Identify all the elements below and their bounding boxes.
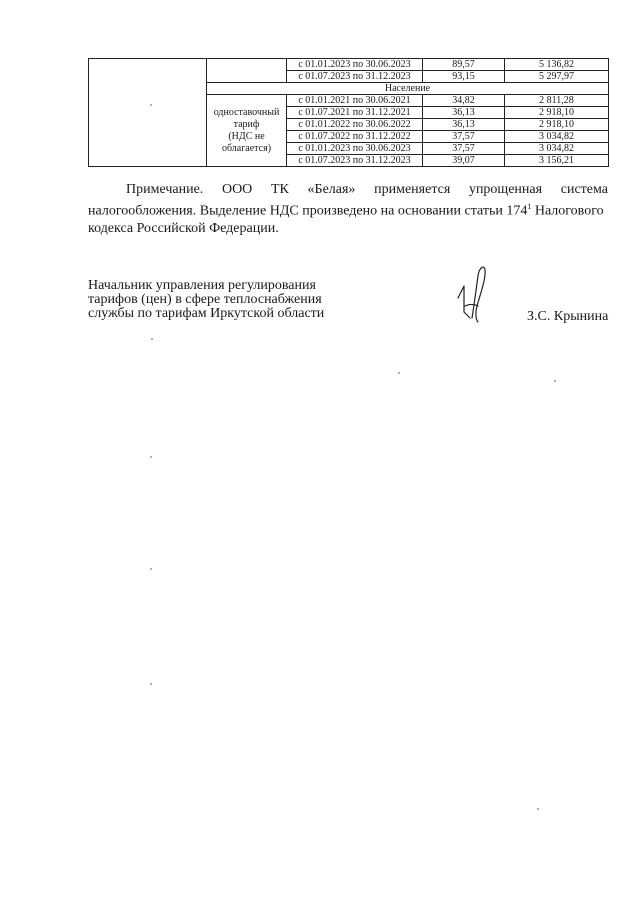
handwritten-signature: [448, 262, 492, 328]
tariff-value-cell: 5 297,97: [505, 71, 609, 83]
signatory-title: [88, 279, 324, 321]
tariff-value-cell: 36,13: [423, 119, 505, 131]
period-cell: с 01.07.2023 по 31.12.2023: [287, 71, 423, 83]
period-cell: с 01.07.2021 по 31.12.2021: [287, 107, 423, 119]
scan-speck: [150, 104, 152, 106]
note-text: Налогового: [531, 203, 604, 219]
tariff-type-cell: [207, 95, 287, 167]
note-text: налогообложения. Выделение НДС произведено на основании статьи 174: [88, 203, 528, 219]
signer-name: З.С. Крынина: [527, 309, 609, 324]
note-word: «Белая»: [307, 182, 356, 197]
section-header-population: Население: [207, 83, 609, 95]
note-word: система: [560, 182, 608, 197]
scan-speck: [151, 338, 153, 340]
note-line-2: [88, 198, 608, 220]
scan-speck: [554, 380, 556, 382]
scan-speck: [150, 683, 152, 685]
scan-speck: [537, 808, 539, 810]
tariff-type-line: тариф: [233, 118, 260, 130]
tariff-value-cell: 89,57: [423, 59, 505, 71]
tariff-table: [88, 58, 609, 167]
note-line-3: кодекса Российской Федерации.: [88, 220, 279, 236]
signatory-title-line: тарифов (цен) в сфере теплоснабжения: [88, 292, 322, 307]
tariff-type-line: облагается): [221, 142, 272, 154]
signatory-title-line: Начальник управления регулирования: [88, 278, 316, 293]
note-word: ТК: [270, 182, 289, 197]
note-word: применяется: [374, 182, 451, 197]
table-row: [89, 59, 609, 71]
tariff-value-cell: 93,15: [423, 71, 505, 83]
note-line-1: [88, 181, 608, 198]
tariff-value-cell: 2 811,28: [505, 95, 609, 107]
tariff-value-cell: 2 918,10: [505, 119, 609, 131]
empty-cell: [207, 59, 287, 83]
tariff-value-cell: 3 034,82: [505, 131, 609, 143]
note-word: ООО: [221, 182, 253, 197]
tariff-value-cell: 37,57: [423, 143, 505, 155]
note-word: упрощенная: [468, 182, 543, 197]
signatory-title-line: службы по тарифам Иркутской области: [88, 306, 325, 321]
tariff-value-cell: 2 918,10: [505, 107, 609, 119]
note-superscript: 1: [527, 202, 532, 211]
period-cell: с 01.07.2023 по 31.12.2023: [287, 155, 423, 167]
tariff-value-cell: 5 136,82: [505, 59, 609, 71]
note-word: Примечание.: [126, 182, 204, 197]
period-cell: с 01.01.2021 по 30.06.2021: [287, 95, 423, 107]
period-cell: с 01.07.2022 по 31.12.2022: [287, 131, 423, 143]
empty-cell: [89, 59, 207, 167]
tariff-value-cell: 37,57: [423, 131, 505, 143]
tariff-type-line: одноставочный: [213, 106, 280, 118]
scan-speck: [150, 568, 152, 570]
note-paragraph: [88, 181, 608, 237]
tariff-value-cell: 34,82: [423, 95, 505, 107]
scan-speck: [398, 372, 400, 374]
tariff-value-cell: 39,07: [423, 155, 505, 167]
scan-speck: [150, 456, 152, 458]
tariff-value-cell: 36,13: [423, 107, 505, 119]
tariff-value-cell: 3 156,21: [505, 155, 609, 167]
period-cell: с 01.01.2022 по 30.06.2022: [287, 119, 423, 131]
tariff-value-cell: 3 034,82: [505, 143, 609, 155]
period-cell: с 01.01.2023 по 30.06.2023: [287, 59, 423, 71]
period-cell: с 01.01.2023 по 30.06.2023: [287, 143, 423, 155]
tariff-type-line: (НДС не: [228, 130, 265, 142]
